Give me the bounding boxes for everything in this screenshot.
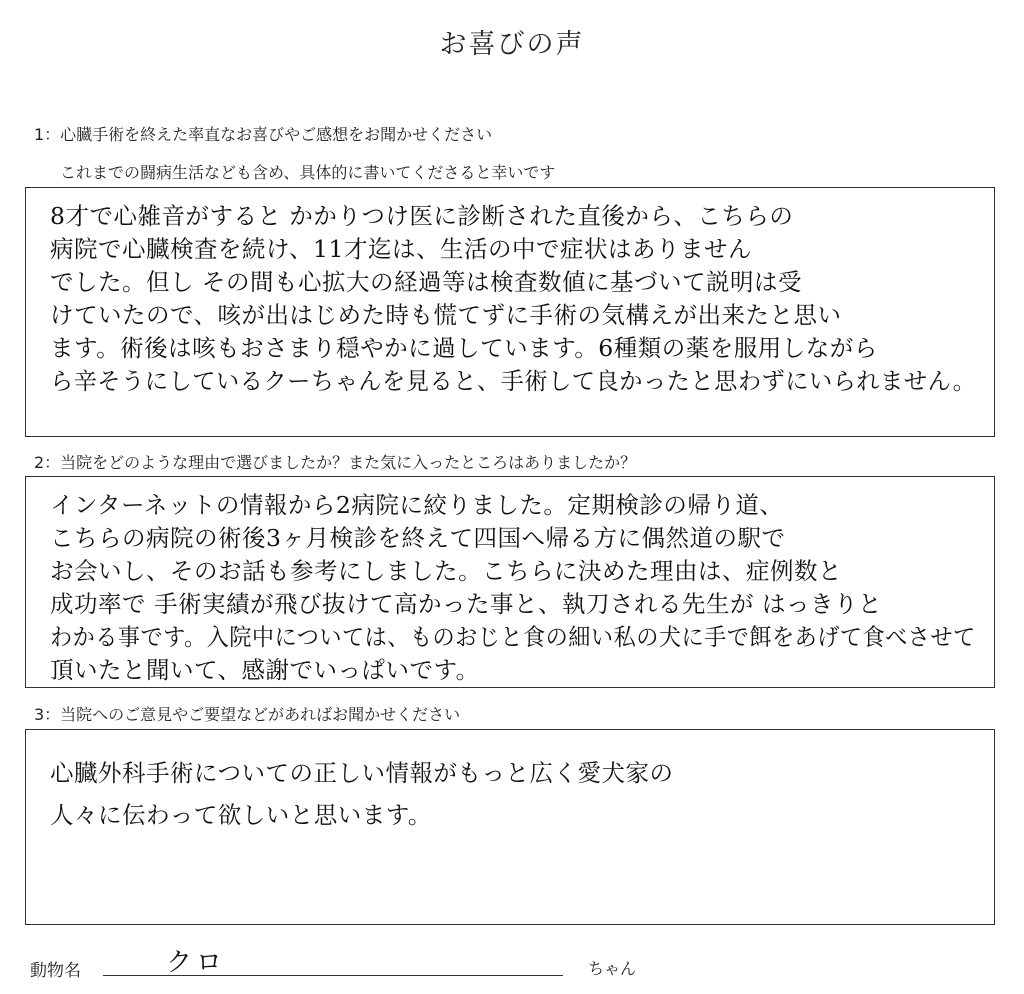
answer-1-line: ます。術後は咳もおさまり穏やかに過しています。6種類の薬を服用しながら <box>50 334 878 362</box>
question-1-sublabel: これまでの闘病生活なども含め、具体的に書いてくださると幸いです <box>60 163 556 182</box>
pet-name-value: クロ <box>166 948 227 978</box>
answer-3-line: 人々に伝わって欲しいと思います。 <box>50 801 432 829</box>
answer-1-line: 8才で心雑音がすると かかりつけ医に診断された直後から、こちらの <box>50 202 794 230</box>
question-1-label: 1：心臓手術を終えた率直なお喜びやご感想をお聞かせください <box>34 125 493 144</box>
answer-2-line: インターネットの情報から2病院に絞りました。定期検診の帰り道、 <box>50 491 784 519</box>
page-title: お喜びの声 <box>439 29 585 60</box>
answer-2-line: 頂いたと聞いて、感謝でいっぱいです。 <box>50 656 480 684</box>
answer-1-line: ら辛そうにしているクーちゃんを見ると、手術して良かったと思わずにいられません。 <box>50 367 977 395</box>
answer-2-line: お会いし、そのお話も参考にしました。こちらに決めた理由は、症例数と <box>50 557 842 585</box>
answer-1-box <box>25 187 995 437</box>
answer-3-box <box>25 729 995 925</box>
question-2-label: 2：当院をどのような理由で選びましたか？また気に入ったところはありましたか？ <box>34 453 637 472</box>
answer-2-line: こちらの病院の術後3ヶ月検診を終えて四国へ帰る方に偶然道の駅で <box>50 524 786 552</box>
answer-1-line: けていたので、咳が出はじめた時も慌てずに手術の気構えが出来たと思い <box>50 301 842 329</box>
answer-2-line: 成功率で 手術実績が飛び抜けて高かった事と、執刀される先生が はっきりと <box>50 590 882 618</box>
pet-name-suffix: ちゃん <box>588 959 637 978</box>
answer-2-line: わかる事です。入院中については、ものおじと食の細い私の犬に手で餌をあげて食べさせて <box>50 623 976 651</box>
answer-1-line: 病院で心臓検査を続け、11才迄は、生活の中で症状はありません <box>50 235 752 263</box>
answer-2-box <box>25 476 995 688</box>
answer-1-line: でした。但し その間も心拡大の経過等は検査数値に基づいて説明は受 <box>50 268 802 296</box>
question-3-label: 3：当院へのご意見やご要望などがあればお聞かせください <box>34 705 461 724</box>
pet-name-label: 動物名 <box>30 961 81 981</box>
answer-3-line: 心臓外科手術についての正しい情報がもっと広く愛犬家の <box>50 759 674 787</box>
